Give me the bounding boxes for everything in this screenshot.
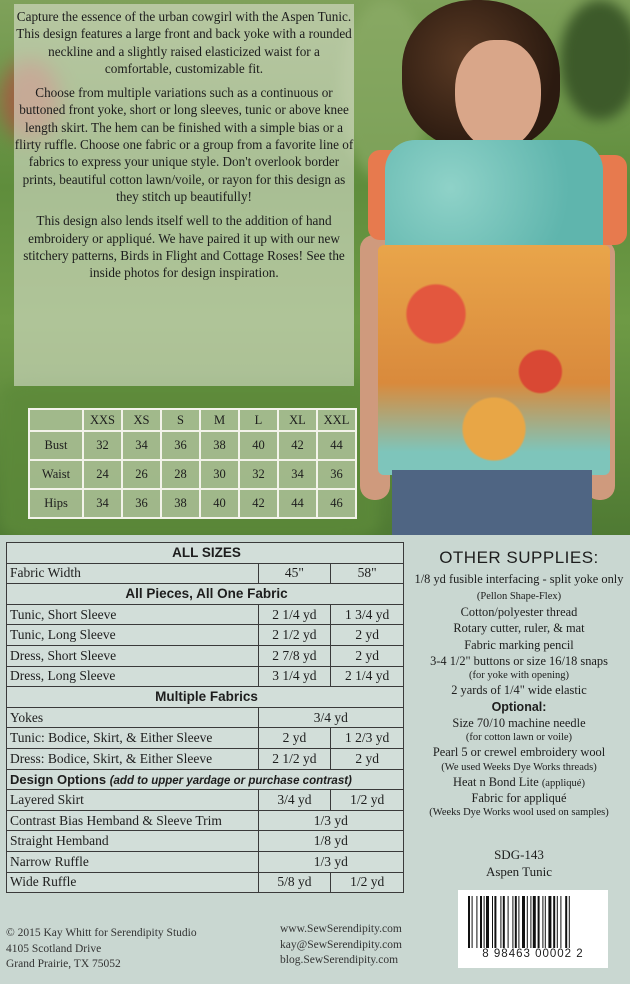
yardage-58: 2 yd xyxy=(331,645,404,666)
barcode-bar xyxy=(486,896,489,948)
all-sizes-heading: ALL SIZES xyxy=(7,543,404,564)
row-label: Yokes xyxy=(7,707,259,728)
size-label: M xyxy=(200,409,239,431)
barcode xyxy=(458,890,608,968)
measurement: 42 xyxy=(278,431,317,460)
row-label: Waist xyxy=(29,460,83,489)
measurement: 32 xyxy=(83,431,122,460)
measurement: 26 xyxy=(122,460,161,489)
supply-item: Fabric marking pencil xyxy=(464,637,574,652)
supply-item: 3-4 1/2" buttons or size 16/18 snaps xyxy=(430,654,608,669)
barcode-bar xyxy=(472,896,473,948)
website-link[interactable]: www.SewSerendipity.com xyxy=(280,923,402,935)
yardage-both: 1/3 yd xyxy=(258,810,403,831)
barcode-bar xyxy=(557,896,558,948)
table-row xyxy=(7,625,404,646)
row-label: Tunic, Long Sleeve xyxy=(7,625,259,646)
intro-paragraph: Choose from multiple variations such as a continuous or buttoned front yoke, short or long sleeves, tunic or above knee length skirt. The hem can be finished with a simple bias or a flirty ruffle. Choose one fabric or a group from a favorite line of fabrics to express your unique style. Don't overlook border prints, beautiful cotton lawn/voile, or rayon for this design as they stitch up beautifully! xyxy=(14,85,354,204)
barcode-bar xyxy=(515,896,517,948)
barcode-bar xyxy=(522,896,525,948)
design-options-heading xyxy=(7,769,404,790)
barcode-bar xyxy=(494,896,496,948)
table-row xyxy=(7,707,404,728)
row-label: Contrast Bias Hemband & Sleeve Trim xyxy=(7,810,259,831)
measurement: 40 xyxy=(239,431,278,460)
barcode-bar xyxy=(545,896,546,948)
measurement: 42 xyxy=(239,489,278,518)
table-row xyxy=(7,604,404,625)
measurement: 44 xyxy=(278,489,317,518)
barcode-bar xyxy=(468,896,470,948)
size-chart xyxy=(28,408,357,519)
yardage-both: 1/3 yd xyxy=(258,851,403,872)
measurement: 38 xyxy=(161,489,200,518)
measurement: 46 xyxy=(317,489,356,518)
supply-item: 1/8 yd fusible interfacing - split yoke only (Pellon Shape-Flex) xyxy=(414,572,624,603)
measurement: 34 xyxy=(122,431,161,460)
table-row xyxy=(7,748,404,769)
optional-item: Heat n Bond Lite (appliqué) xyxy=(453,774,585,789)
copyright: © 2015 Kay Whitt for Serendipity Studio xyxy=(6,927,197,939)
barcode-bar xyxy=(503,896,505,948)
measurement: 24 xyxy=(83,460,122,489)
design-options-title: Design Options xyxy=(10,771,107,787)
measurement: 28 xyxy=(161,460,200,489)
size-chart-row xyxy=(29,431,356,460)
barcode-bar xyxy=(565,896,567,948)
supply-item: Rotary cutter, ruler, & mat xyxy=(453,621,585,636)
table-row xyxy=(7,666,404,687)
publisher-contacts xyxy=(280,922,402,969)
row-label: Bust xyxy=(29,431,83,460)
multiple-fabrics-heading: Multiple Fabrics xyxy=(7,687,404,708)
row-label: Hips xyxy=(29,489,83,518)
barcode-digits: 8 98463 00002 2 xyxy=(482,948,584,960)
table-row xyxy=(7,872,404,893)
intro-paragraph: This design also lends itself well to the addition of hand embroidery or appliqué. We have paired it up with our new stitchery patterns, Birds in Flight and Cottage Roses! See the inside photos for design inspiration. xyxy=(23,213,345,281)
width-58: 58" xyxy=(331,563,404,584)
row-label: Narrow Ruffle xyxy=(7,851,259,872)
table-row xyxy=(7,831,404,852)
size-chart-row xyxy=(29,489,356,518)
yardage-58: 1 3/4 yd xyxy=(331,604,404,625)
fabric-width-label: Fabric Width xyxy=(7,563,259,584)
size-label: XL xyxy=(278,409,317,431)
row-label: Dress, Long Sleeve xyxy=(7,666,259,687)
yardage-45: 2 1/2 yd xyxy=(258,748,331,769)
optional-item: Size 70/10 machine needle xyxy=(452,715,586,730)
yardage-45: 2 yd xyxy=(258,728,331,749)
table-row xyxy=(7,851,404,872)
design-options-note: (add to upper yardage or purchase contrast) xyxy=(109,774,352,787)
blog-link[interactable]: blog.SewSerendipity.com xyxy=(280,954,399,966)
width-45: 45" xyxy=(258,563,331,584)
optional-heading: Optional: xyxy=(491,699,547,714)
row-label: Tunic: Bodice, Skirt, & Either Sleeve xyxy=(7,728,259,749)
pattern-name: Aspen Tunic xyxy=(485,864,553,879)
row-label: Straight Hemband xyxy=(7,831,259,852)
barcode-bars xyxy=(468,896,598,948)
table-row xyxy=(7,790,404,811)
row-label: Wide Ruffle xyxy=(7,872,259,893)
supply-note: (We used Weeks Dye Works threads) xyxy=(441,761,597,773)
row-label: Tunic, Short Sleeve xyxy=(7,604,259,625)
table-row xyxy=(7,810,404,831)
supplies-heading: OTHER SUPPLIES: xyxy=(439,548,599,567)
measurement: 32 xyxy=(239,460,278,489)
supply-note: (Weeks Dye Works wool used on samples) xyxy=(429,807,609,819)
supply-note: (for yoke with opening) xyxy=(468,670,570,682)
yardage-45: 3 1/4 yd xyxy=(258,666,331,687)
barcode-bar xyxy=(518,896,519,948)
barcode-bar xyxy=(530,896,531,948)
yardage-table xyxy=(6,542,404,893)
size-label: L xyxy=(239,409,278,431)
row-label: Dress: Bodice, Skirt, & Either Sleeve xyxy=(7,748,259,769)
supply-item: Cotton/polyester thread xyxy=(460,604,578,619)
yardage-58: 1/2 yd xyxy=(331,790,404,811)
other-supplies xyxy=(408,548,630,819)
size-label: S xyxy=(161,409,200,431)
table-row xyxy=(7,645,404,666)
barcode-bar xyxy=(476,896,477,948)
publisher-address xyxy=(6,926,197,973)
yardage-45: 2 7/8 yd xyxy=(258,645,331,666)
one-fabric-heading: All Pieces, All One Fabric xyxy=(7,584,404,605)
row-label: Layered Skirt xyxy=(7,790,259,811)
yardage-45: 2 1/4 yd xyxy=(258,604,331,625)
intro-text-panel xyxy=(14,4,354,386)
table-row xyxy=(7,728,404,749)
email-link[interactable]: kay@SewSerendipity.com xyxy=(280,938,402,951)
yardage-58: 2 1/4 yd xyxy=(331,666,404,687)
size-chart-row xyxy=(29,460,356,489)
measurement: 36 xyxy=(122,489,161,518)
barcode-bar xyxy=(569,896,570,948)
yardage-58: 1 2/3 yd xyxy=(331,728,404,749)
measurement: 36 xyxy=(161,431,200,460)
yardage-58: 1/2 yd xyxy=(331,872,404,893)
barcode-bar xyxy=(480,896,482,948)
yardage-both: 1/8 yd xyxy=(258,831,403,852)
optional-item: Fabric for appliqué xyxy=(471,791,567,806)
barcode-bar xyxy=(527,896,528,948)
row-label: Dress, Short Sleeve xyxy=(7,645,259,666)
supply-item: 2 yards of 1/4" wide elastic xyxy=(451,683,587,698)
barcode-bar xyxy=(508,896,509,948)
size-label: XS xyxy=(122,409,161,431)
barcode-bar xyxy=(560,896,561,948)
yardage-58: 2 yd xyxy=(331,748,404,769)
yardage-both: 3/4 yd xyxy=(258,707,403,728)
barcode-bar xyxy=(553,896,555,948)
yardage-45: 5/8 yd xyxy=(258,872,331,893)
measurement: 30 xyxy=(200,460,239,489)
measurement: 38 xyxy=(200,431,239,460)
supply-note: (for cotton lawn or voile) xyxy=(465,732,573,744)
barcode-bar xyxy=(538,896,540,948)
sku-number: SDG-143 xyxy=(494,847,544,862)
measurement: 34 xyxy=(83,489,122,518)
size-chart-header xyxy=(29,409,356,431)
address-line: 4105 Scotland Drive xyxy=(6,942,102,955)
barcode-bar xyxy=(500,896,501,948)
size-label: XXL xyxy=(317,409,356,431)
address-line: Grand Prairie, TX 75052 xyxy=(6,958,121,970)
measurement: 36 xyxy=(317,460,356,489)
table-row xyxy=(7,563,404,584)
barcode-bar xyxy=(548,896,551,948)
yardage-45: 2 1/2 yd xyxy=(258,625,331,646)
intro-paragraph: Capture the essence of the urban cowgirl with the Aspen Tunic. This design features a large front and back yoke with a rounded neckline and a slightly raised elasticized waist for a comfortable, customizable fit. xyxy=(16,9,352,76)
measurement: 44 xyxy=(317,431,356,460)
yardage-45: 3/4 yd xyxy=(258,790,331,811)
barcode-bar xyxy=(484,896,485,948)
measurement: 40 xyxy=(200,489,239,518)
yardage-58: 2 yd xyxy=(331,625,404,646)
barcode-bar xyxy=(542,896,543,948)
barcode-bar xyxy=(492,896,493,948)
barcode-bar xyxy=(512,896,513,948)
optional-item: Pearl 5 or crewel embroidery wool xyxy=(432,745,606,760)
barcode-bar xyxy=(533,896,536,948)
pattern-id xyxy=(408,846,630,880)
measurement: 34 xyxy=(278,460,317,489)
size-label: XXS xyxy=(83,409,122,431)
